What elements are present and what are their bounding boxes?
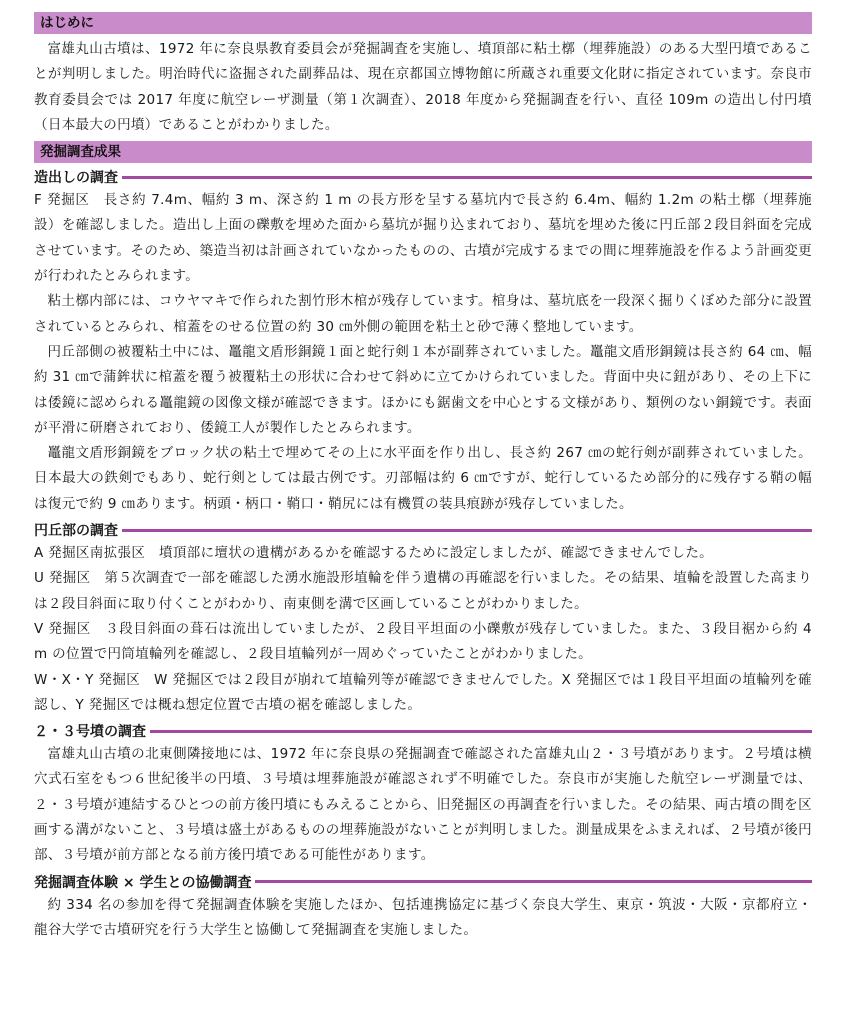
subsection-title: 発掘調査体験 × 学生との協働調査 — [34, 874, 252, 891]
paragraph-mirror: 円丘部側の被覆粘土中には、鼉龍文盾形銅鏡１面と蛇行剣１本が副葬されていました。鼉龍文盾形銅鏡は長さ約 64 ㎝、幅約 31 ㎝で蒲鉾状に棺蓋を覆う被覆粘土の形状に合わせて斜めに立てかけられていました。背面中央に鈕があり、その上下には倭鏡に認められる鼉龍鏡の図像文様が確認できます。ほかにも鋸歯文を中心とする文様があり、類例のない銅鏡です。表面が平滑に研磨されており、倭鏡工人が製作したとみられます。 — [34, 343, 812, 436]
subsection-title: 円丘部の調査 — [34, 523, 118, 540]
subsection-enkyubu — [34, 519, 812, 541]
paragraph-f-area: F 発掘区 長さ約 7.4m、幅約 3 m、深さ約 1 m の長方形を呈する墓坑内で長さ約 6.4m、幅約 1.2m の粘土槨（埋葬施設）を確認しました。造出し上面の礫敷を埋めた面から墓坑が掘り込まれており、墓坑を埋めた後に円丘部２段目斜面を完成させています。そのため、築造当初は計画されていなかったものの、古墳が完成するまでの間に埋葬施設を作るよう計画変更が行われたとみられます。 — [34, 192, 812, 285]
subsection-rule — [122, 529, 812, 532]
paragraph-tombs-2-3: 富雄丸山古墳の北東側隣接地には、1972 年に奈良県の発掘調査で確認された富雄丸山２・３号墳があります。２号墳は横穴式石室をもつ６世紀後半の円墳、３号墳は埋葬施設が確認されず不明確でした。奈良市が実施した航空レーザ測量では、２・３号墳が連結するひとつの前方後円墳にもみえることから、旧発掘区の再調査を行いました。その結果、両古墳の間を区画する溝がないこと、３号墳は盛土があるものの埋葬施設がないことが判明しました。測量成果をふまえれば、２号墳が後円部、３号墳が前方部となる前方後円墳である可能性があります。 — [34, 746, 812, 864]
section-header-results: 発掘調査成果 — [34, 141, 812, 163]
subsection-rule — [150, 730, 812, 733]
paragraph-a-area: A 発掘区南拡張区 墳頂部に壇状の遺構があるかを確認するために設定しましたが、確認できませんでした。 — [34, 545, 714, 562]
subsection-rule — [122, 176, 812, 179]
section-header-intro: はじめに — [34, 12, 812, 34]
paragraph-experience: 約 334 名の参加を得て発掘調査体験を実施したほか、包括連携協定に基づく奈良大学生、東京・筑波・大阪・京都府立・龍谷大学で古墳研究を行う大学生と協働して発掘調査を実施しました。 — [34, 896, 812, 938]
paragraph-v-area: V 発掘区 ３段目斜面の葺石は流出していましたが、２段目平坦面の小礫敷が残存していました。また、３段目裾から約 4 m の位置で円筒埴輪列を確認し、２段目埴輪列が一周めぐっていたことがわかりました。 — [34, 620, 812, 663]
subsection-tombs-2-3 — [34, 720, 812, 742]
subsection-rule — [255, 880, 812, 883]
paragraph-coffin: 粘土槨内部には、コウヤマキで作られた割竹形木棺が残存しています。棺身は、墓坑底を一段深く掘りくぼめた部分に設置されているとみられ、棺蓋をのせる位置の約 30 ㎝外側の範囲を粘土と砂で薄く整地しています。 — [34, 293, 812, 335]
paragraph-sword: 鼉龍文盾形銅鏡をブロック状の粘土で埋めてその上に水平面を作り出し、長さ約 267 ㎝の蛇行剣が副葬されていました。日本最大の鉄剣でもあり、蛇行剣としては最古例です。刃部幅は約 6 ㎝ですが、蛇行しているため部分的に残存する鞘の幅は復元で約 9 ㎝あります。柄頭・柄口・鞘口・鞘尻には有機質の装具痕跡が残存していました。 — [34, 445, 812, 512]
subsection-title: 造出しの調査 — [34, 170, 118, 187]
paragraph-wxy-area: W・X・Y 発掘区 W 発掘区では２段目が崩れて埴輪列等が確認できませんでした。X 発掘区では１段目平坦面の埴輪列を確認し、Y 発掘区では概ね想定位置で古墳の裾を確認しました。 — [34, 671, 812, 713]
subsection-experience — [34, 871, 812, 893]
subsection-tsukuridashi — [34, 166, 812, 188]
paragraph-u-area: U 発掘区 第５次調査で一部を確認した湧水施設形埴輪を伴う遺構の再確認を行いました。その結果、埴輪を設置した高まりは２段目斜面に取り付くことがわかり、南東側を溝で区画していることがわかりました。 — [34, 570, 812, 612]
subsection-title: ２・３号墳の調査 — [34, 724, 146, 741]
intro-paragraph: 富雄丸山古墳は、1972 年に奈良県教育委員会が発掘調査を実施し、墳頂部に粘土槨（埋葬施設）のある大型円墳であることが判明しました。明治時代に盗掘された副葬品は、現在京都国立博物館に所蔵され重要文化財に指定されています。奈良市教育委員会では 2017 年度に航空レーザ測量（第１次調査）、2018 年度から発掘調査を行い、直径 109m の造出し付円墳（日本最大の円墳）であることがわかりました。 — [34, 41, 812, 133]
